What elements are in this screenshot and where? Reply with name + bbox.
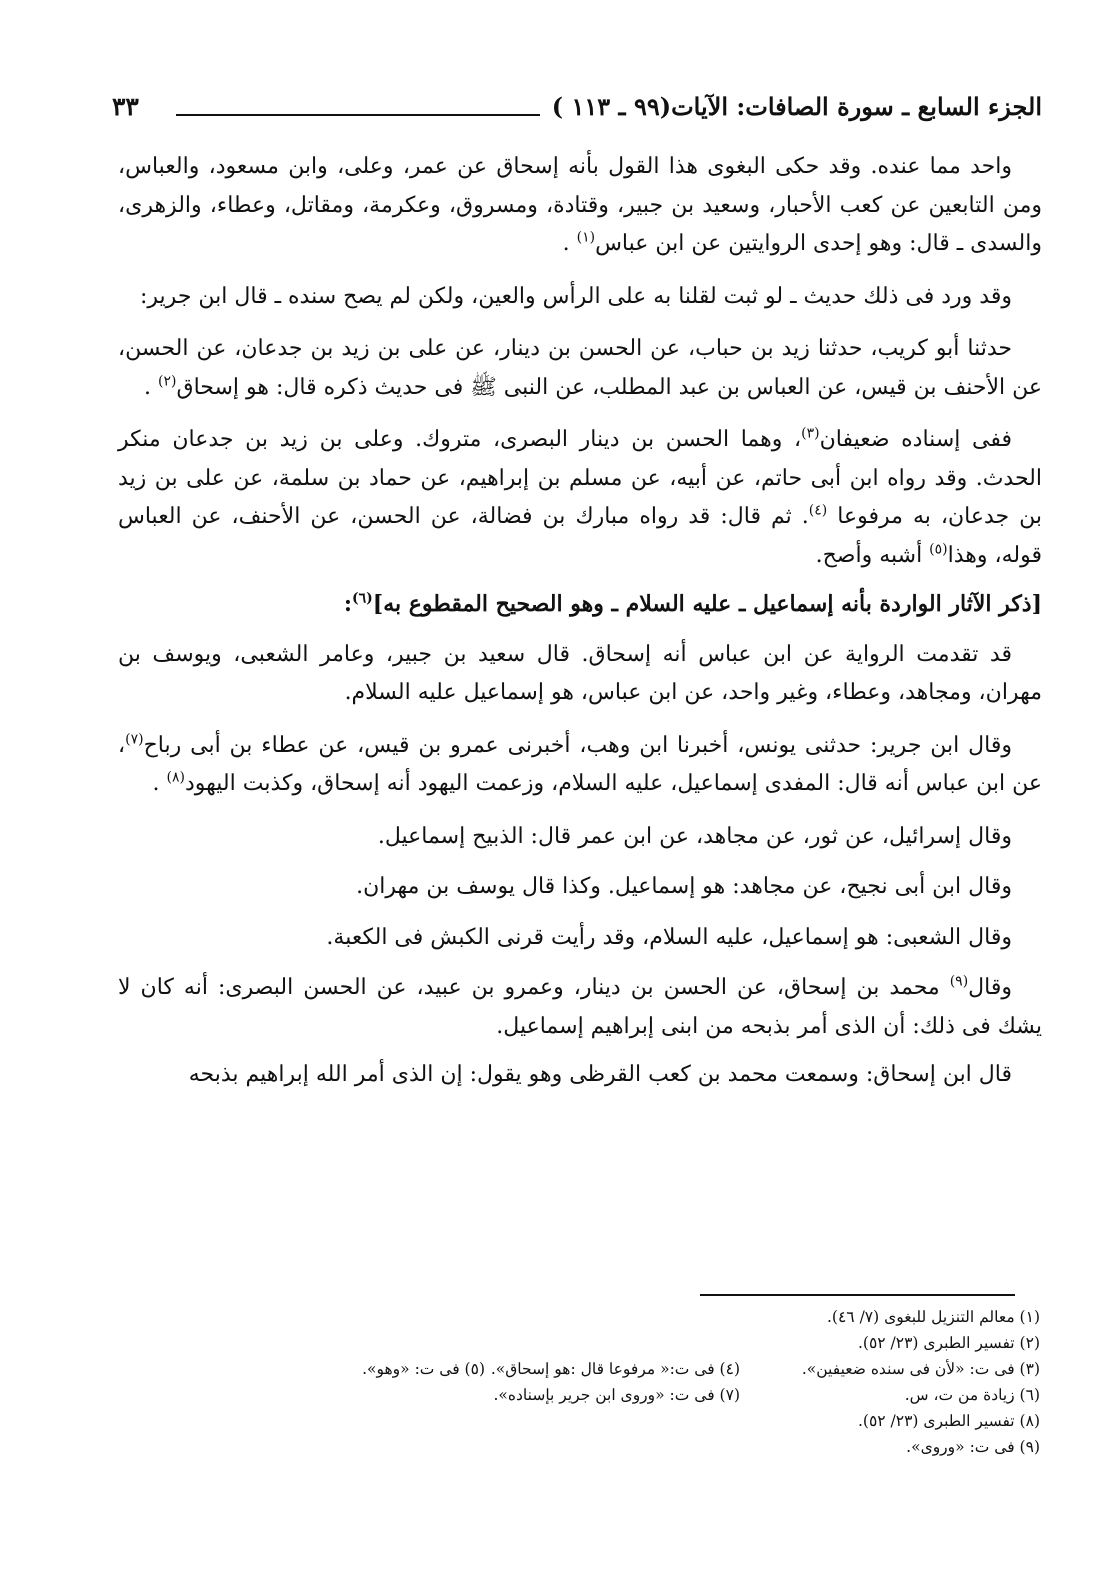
- footnote-3: (٣) فى ت: «لأن فى سنده ضعيفين».: [801, 1360, 1040, 1378]
- footnote-row: [120, 1356, 1040, 1382]
- footnote-ref[interactable]: (٥): [929, 541, 948, 558]
- main-text: [118, 148, 1042, 1105]
- footnote-ref[interactable]: (٣): [801, 425, 820, 442]
- footnote-row: [120, 1304, 1040, 1330]
- footnote-4: (٤) فى ت:« مرفوعا قال :هو إسحاق».: [490, 1360, 740, 1378]
- footnote-7: (٧) فى ت: «وروى ابن جرير بإسناده».: [493, 1386, 740, 1404]
- footnote-row: [120, 1434, 1040, 1460]
- header-rule: [176, 114, 540, 116]
- footnote-ref[interactable]: (٨): [166, 769, 185, 786]
- footnote-9: (٩) فى ت: «وروى».: [906, 1438, 1040, 1456]
- paragraph-4: ففى إسناده ضعيفان$^{(٣)}$، وهما الحسن بن دينار البصرى، متروك. وعلى بن زيد بن جدعان منكر الحدث. وقد رواه ابن أبى حاتم، عن أبيه، عن مسلم بن إبراهيم، عن حماد بن سلمة، عن على بن زيد بن جدعان، به مرفوعا $^{(٤)}$. ثم قال: قد رواه مبارك بن فضالة، عن الحسن، عن الأحنف، عن العباس قوله، وهذا$^{(٥)}$ أشبه وأصح.: [118, 425, 1043, 568]
- footnote-6: (٦) زيادة من ت، س.: [904, 1386, 1040, 1404]
- paragraph-5: قد تقدمت الرواية عن ابن عباس أنه إسحاق. قال سعيد بن جبير، وعامر الشعبى، ويوسف بن مهران، ومجاهد، وعطاء، وغير واحد، عن ابن عباس، هو إسماعيل عليه السلام.: [118, 641, 1042, 705]
- footnote-ref[interactable]: (٢): [158, 373, 177, 390]
- paragraph-7: وقال$^{(٩)}$ محمد بن إسحاق، عن الحسن بن دينار، وعمرو بن عبيد، عن الحسن البصرى: أنه كان لا يشك فى ذلك: أن الذى أمر بذبحه من ابنى إبراهيم إسماعيل.: [118, 973, 1042, 1039]
- footnote-ref[interactable]: (٤): [808, 502, 828, 519]
- footnote-rule: [700, 1294, 1015, 1296]
- footnote-5: (٥) فى ت: «وهو».: [362, 1360, 485, 1378]
- paragraph-6: وقال ابن جرير: حدثنى يونس، أخبرنا ابن وهب، أخبرنى عمرو بن قيس، عن عطاء بن أبى رباح$^{(٧)}$، عن ابن عباس أنه قال: المفدى إسماعيل، عليه السلام، وزعمت اليهود أنه إسحاق، وكذبت اليهود$^{(٨)}$ .: [118, 731, 1042, 796]
- footnote-row: [120, 1408, 1040, 1434]
- section-heading: [ذكر الآثار الواردة بأنه إسماعيل ـ عليه السلام ـ وهو الصحيح المقطوع به]$^{(٦)}$:: [343, 590, 1042, 617]
- paragraph-8: قال ابن إسحاق: وسمعت محمد بن كعب القرظى وهو يقول: إن الذى أمر الله إبراهيم بذبحه: [188, 1062, 1012, 1087]
- footnote-8: (٨) تفسير الطبرى (٢٣/ ٥٢).: [857, 1412, 1040, 1430]
- short-line-3: وقال الشعبى: هو إسماعيل، عليه السلام، وقد رأيت قرنى الكبش فى الكعبة.: [326, 924, 1012, 950]
- footnotes: [120, 1304, 1040, 1460]
- page-number: ٣٣: [112, 92, 139, 121]
- footnote-ref[interactable]: (٧): [125, 731, 144, 748]
- footnote-2: (٢) تفسير الطبرى (٢٣/ ٥٢).: [857, 1334, 1040, 1352]
- paragraph-3: حدثنا أبو كريب، حدثنا زيد بن حباب، عن الحسن بن دينار، عن على بن زيد بن جدعان، عن الحسن، عن الأحنف بن قيس، عن العباس بن عبد المطلب، عن النبى ﷺ فى حديث ذكره قال: هو إسحاق$^{(٢)}$ .: [118, 336, 1042, 400]
- short-line-1: وقال إسرائيل، عن ثور، عن مجاهد، عن ابن عمر قال: الذبيح إسماعيل.: [377, 823, 1012, 849]
- footnote-ref[interactable]: (١): [576, 229, 596, 246]
- short-line-2: وقال ابن أبى نجيح، عن مجاهد: هو إسماعيل. وكذا قال يوسف بن مهران.: [356, 874, 1012, 899]
- footnote-ref[interactable]: (٦): [352, 590, 373, 607]
- paragraph-2: وقد ورد فى ذلك حديث ـ لو ثبت لقلنا به على الرأس والعين، ولكن لم يصح سنده ـ قال ابن جرير:: [140, 283, 1012, 309]
- footnote-row: [120, 1382, 1040, 1408]
- footnote-ref[interactable]: (٩): [949, 973, 969, 990]
- footnote-row: [120, 1330, 1040, 1356]
- running-header: [112, 92, 1042, 132]
- paragraph-1: واحد مما عنده. وقد حكى البغوى هذا القول بأنه إسحاق عن عمر، وعلى، وابن مسعود، والعباس، ومن التابعين عن كعب الأحبار، وسعيد بن جبير، وقتادة، ومسروق، وعكرمة، ومقاتل، وعطاء، والزهرى، والسدى ـ قال: وهو إحدى الروايتين عن ابن عباس$^{(١)}$ .: [118, 154, 1042, 256]
- header-title: الجزء السابع ـ سورة الصافات: الآيات(٩٩ ـ ١١٣ ): [551, 92, 1042, 121]
- footnote-1: (١) معالم التنزيل للبغوى (٧/ ٤٦).: [827, 1308, 1040, 1326]
